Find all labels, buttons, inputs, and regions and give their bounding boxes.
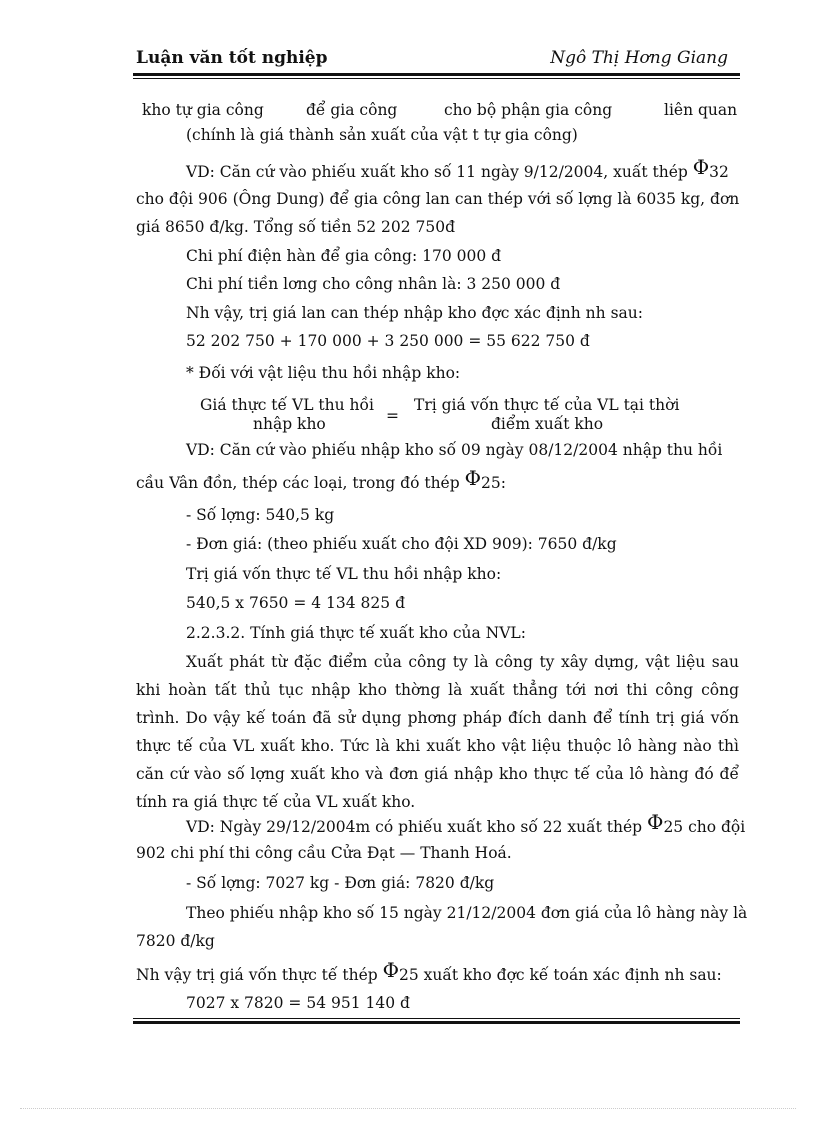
calc-1: 540,5 x 7650 = 4 134 825 đ (186, 594, 405, 612)
line-2: (chính là giá thành sản xuất của vật t tự gia công) (186, 126, 578, 144)
vd2-phi-value: 25: (480, 474, 506, 492)
formula-right-2: điểm xuất kho (491, 415, 604, 433)
phi-symbol-3: Φ (647, 810, 664, 834)
nh-vay-2-end: 25 xuất kho đợc kế toán xác định nh sau: (399, 966, 722, 984)
vd3-phi-end: 25 cho đội (663, 818, 746, 836)
vd1-text: VD: Căn cứ vào phiếu xuất kho số 11 ngày 9/12/2004, xuất thép (186, 163, 693, 181)
line-1d: liên quan (664, 101, 738, 119)
vd1-line1 (186, 155, 729, 182)
footer-rule-thin (133, 1018, 740, 1019)
header-title: Luận văn tốt nghiệp (136, 48, 328, 68)
so-luong-1: - Số lợng: 540,5 kg (186, 506, 335, 524)
phi-symbol-1: Φ (692, 155, 710, 179)
page-edge-dotted (20, 1108, 796, 1109)
don-gia-1: - Đơn giá: (theo phiếu xuất cho đội XD 909): 7650 đ/kg (186, 535, 617, 553)
cp-luong: Chi phí tiền lơng cho công nhân là: 3 250 000 đ (186, 275, 561, 293)
sum-1: 52 202 750 + 170 000 + 3 250 000 = 55 622 750 đ (186, 332, 590, 350)
so-luong-2: - Số lợng: 7027 kg - Đơn giá: 7820 đ/kg (186, 874, 495, 892)
vd1-phi-value: 32 (709, 163, 729, 181)
header-author: Ngô Thị Hơng Giang (550, 48, 728, 68)
doi-voi: * Đối với vật liệu thu hồi nhập kho: (186, 364, 461, 382)
formula-left-2: nhập kho (253, 415, 326, 433)
formula-left-1: Giá thực tế VL thu hồi (200, 396, 374, 414)
vd3-line2: 902 chi phí thi công cầu Cửa Đạt — Thanh Hoá. (136, 844, 512, 862)
formula-right-1: Trị giá vốn thực tế của VL tại thời (414, 396, 680, 414)
paragraph-xuat-phat: Xuất phát từ đặc điểm của công ty là công ty xây dựng, vật liệu sau khi hoàn tất thủ tục nhập kho thờng là xuất thẳng tới nơi thi công công trình. Do vậy kế toán đã sử dụng phơng pháp đích danh để tính trị giá vốn thực tế của VL xuất kho. Tức là khi xuất kho vật liệu thuộc lô hàng nào thì căn cứ vào số lợng xuất kho và đơn giá nhập kho thực tế của lô hàng đó để tính ra giá thực tế của VL xuất kho. (136, 653, 739, 811)
vd1-line3: giá 8650 đ/kg. Tổng số tiền 52 202 750đ (136, 218, 456, 236)
cp-dien: Chi phí điện hàn để gia công: 170 000 đ (186, 247, 502, 265)
header-rule-thick (133, 73, 740, 76)
nh-vay-1: Nh vậy, trị giá lan can thép nhập kho đợc xác định nh sau: (186, 304, 643, 322)
footer-rule-thick (133, 1021, 740, 1024)
vd1-line2: cho đội 906 (Ông Dung) để gia công lan can thép với số lợng là 6035 kg, đơn (136, 190, 740, 208)
theo-phieu-2: 7820 đ/kg (136, 932, 215, 950)
nh-vay-2 (136, 958, 722, 985)
vd3-text: VD: Ngày 29/12/2004m có phiếu xuất kho số 22 xuất thép (186, 818, 648, 836)
header-rule-thin (133, 78, 740, 79)
vd2-text: cầu Vân đồn, thép các loại, trong đó thép (136, 474, 465, 492)
phi-symbol-2: Φ (464, 466, 481, 490)
nh-vay-2-text: Nh vậy trị giá vốn thực tế thép (136, 966, 383, 984)
section-heading: 2.2.3.2. Tính giá thực tế xuất kho của NVL: (186, 624, 526, 642)
line-1b: để gia công (306, 101, 398, 119)
vd2-line2 (136, 466, 506, 493)
calc-2: 7027 x 7820 = 54 951 140 đ (186, 994, 410, 1012)
theo-phieu-1: Theo phiếu nhập kho số 15 ngày 21/12/2004 đơn giá của lô hàng này là (186, 904, 748, 922)
formula-equals: = (386, 407, 399, 425)
vd3-line1 (186, 810, 746, 837)
vd2-line1: VD: Căn cứ vào phiếu nhập kho số 09 ngày 08/12/2004 nhập thu hồi (186, 441, 723, 459)
line-1a: kho tự gia công (142, 101, 264, 119)
tri-gia-thu-hoi: Trị giá vốn thực tế VL thu hồi nhập kho: (186, 565, 502, 583)
line-1c: cho bộ phận gia công (444, 101, 613, 119)
phi-symbol-4: Φ (382, 958, 400, 982)
